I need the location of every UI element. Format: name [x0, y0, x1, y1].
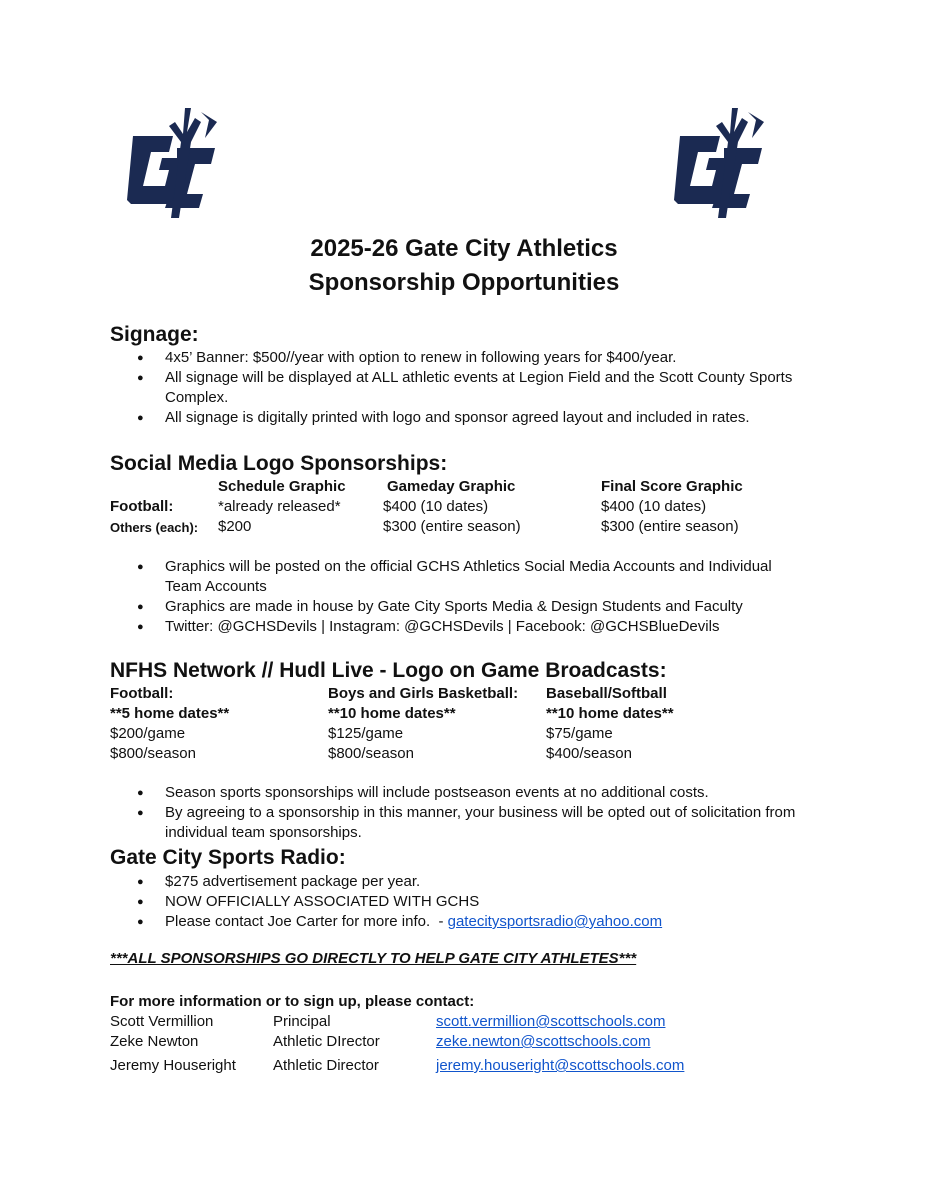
nfhs-col-per-season: $800/season	[328, 745, 414, 762]
social-cell: $300 (entire season)	[383, 518, 521, 535]
contact-email-link[interactable]: jeremy.houseright@scottschools.com	[436, 1057, 685, 1074]
contact-name: Zeke Newton	[110, 1033, 199, 1050]
nfhs-col-name: Boys and Girls Basketball:	[328, 685, 519, 702]
social-row-label: Others (each):	[110, 520, 199, 535]
list-item	[165, 912, 805, 932]
list-item: ● By agreeing to a sponsorship in this manner, your business will be opted out of solicitation from individual team sponsorships.	[165, 803, 815, 843]
nfhs-col-dates: **5 home dates**	[110, 705, 230, 722]
nfhs-col-per-season: $400/season	[546, 745, 632, 762]
nfhs-list	[165, 783, 815, 843]
list-item: ● Twitter: @GCHSDevils | Instagram: @GCHSDevils | Facebook: @GCHSBlueDevils	[165, 617, 805, 637]
title-line-2: Sponsorship Opportunities	[308, 269, 620, 296]
nfhs-col-per-game: $125/game	[328, 725, 404, 742]
nfhs-heading: NFHS Network // Hudl Live - Logo on Game Broadcasts:	[110, 659, 667, 682]
signage-list	[165, 348, 825, 428]
nfhs-col-dates: **10 home dates**	[328, 705, 456, 722]
contact-role: Athletic Director	[273, 1057, 379, 1074]
sponsorship-notice: ***ALL SPONSORSHIPS GO DIRECTLY TO HELP GATE CITY ATHLETES***	[110, 950, 637, 967]
radio-email-link[interactable]: gatecitysportsradio@yahoo.com	[447, 913, 663, 930]
title-line-1: 2025-26 Gate City Athletics	[310, 235, 618, 262]
nfhs-col-name: Football:	[110, 685, 174, 702]
list-item: ● 4x5’ Banner: $500//year with option to renew in following years for $400/year.	[165, 348, 825, 368]
social-cell: *already released*	[218, 498, 341, 515]
list-item: ● All signage is digitally printed with logo and sponsor agreed layout and included in rates.	[165, 408, 825, 428]
contact-name: Jeremy Houseright	[110, 1057, 236, 1074]
contacts-heading: For more information or to sign up, please contact:	[110, 993, 475, 1010]
contact-name: Scott Vermillion	[110, 1013, 214, 1030]
social-row-label: Football:	[110, 498, 174, 515]
social-cell: $300 (entire season)	[601, 518, 739, 535]
list-item: ● Graphics will be posted on the official GCHS Athletics Social Media Accounts and Individual Team Accounts	[165, 557, 805, 597]
social-cell: $200	[218, 518, 252, 535]
gc-trident-logo-right	[672, 108, 772, 224]
list-item: ● NOW OFFICIALLY ASSOCIATED WITH GCHS	[165, 892, 805, 912]
social-heading: Social Media Logo Sponsorships:	[110, 452, 448, 475]
contact-email-link[interactable]: zeke.newton@scottschools.com	[436, 1033, 651, 1050]
nfhs-col-name: Baseball/Softball	[546, 685, 667, 702]
radio-list	[165, 872, 805, 932]
nfhs-col-per-game: $200/game	[110, 725, 186, 742]
list-item: ● $275 advertisement package per year.	[165, 872, 805, 892]
social-col-gameday: Gameday Graphic	[387, 478, 516, 495]
social-list	[165, 557, 805, 637]
nfhs-col-per-game: $75/game	[546, 725, 613, 742]
gc-trident-logo-left	[125, 108, 225, 224]
social-col-schedule: Schedule Graphic	[218, 478, 346, 495]
list-item: ● All signage will be displayed at ALL athletic events at Legion Field and the Scott County Sports Complex.	[165, 368, 825, 408]
contact-role: Principal	[273, 1013, 331, 1030]
contact-role: Athletic DIrector	[273, 1033, 380, 1050]
social-col-final: Final Score Graphic	[601, 478, 743, 495]
nfhs-col-per-season: $800/season	[110, 745, 196, 762]
page-title	[0, 232, 928, 300]
social-cell: $400 (10 dates)	[383, 498, 489, 515]
nfhs-col-dates: **10 home dates**	[546, 705, 674, 722]
social-cell: $400 (10 dates)	[601, 498, 707, 515]
radio-heading: Gate City Sports Radio:	[110, 846, 346, 869]
contact-email-link[interactable]: scott.vermillion@scottschools.com	[436, 1013, 666, 1030]
signage-heading: Signage:	[110, 323, 199, 346]
list-item: ● Season sports sponsorships will include postseason events at no additional costs.	[165, 783, 815, 803]
radio-contact-text: Please contact Joe Carter for more info. -	[165, 913, 448, 930]
list-item: ● Graphics are made in house by Gate City Sports Media & Design Students and Faculty	[165, 597, 805, 617]
